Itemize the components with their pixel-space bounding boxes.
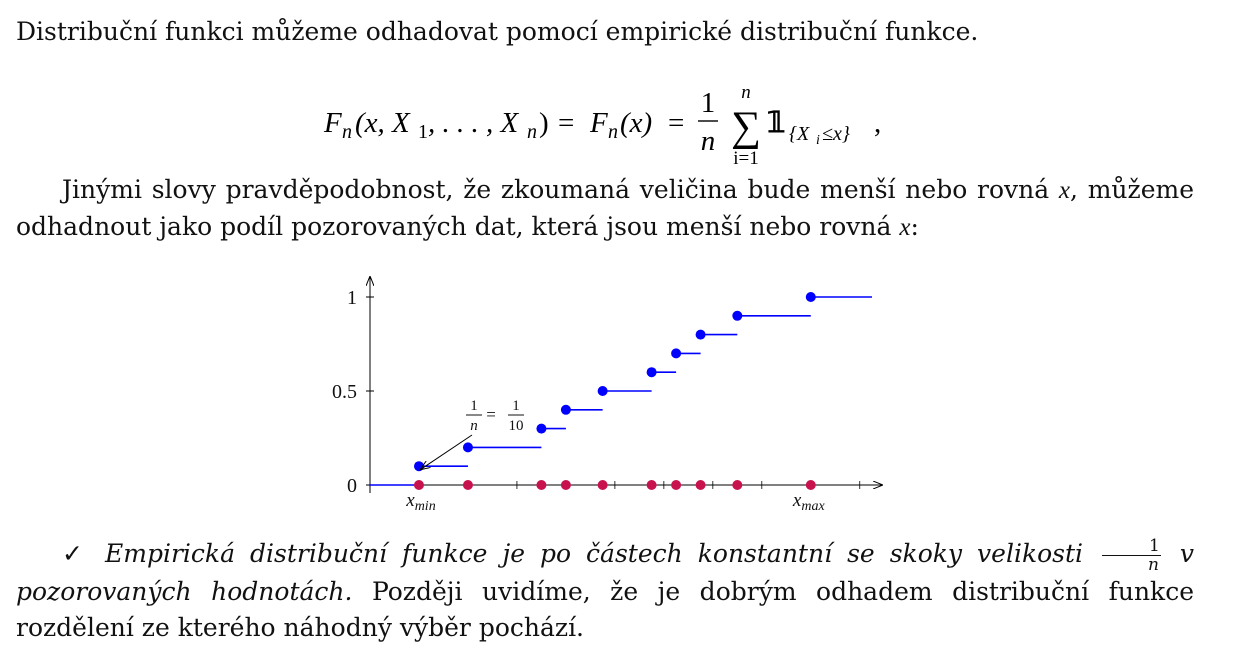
y-tick-label: 0.5 — [332, 381, 357, 403]
remark-italic-part2: v pozorovaných hodnotách. — [16, 539, 1194, 606]
formula-eq1: = — [558, 107, 575, 139]
observation-point — [696, 480, 706, 490]
formula-lhs-func: F — [324, 107, 342, 139]
y-tick-label: 1 — [347, 287, 357, 309]
observation-point — [414, 480, 424, 490]
ecdf-chart — [300, 270, 900, 515]
annotation-rhs-num: 1 — [512, 398, 520, 414]
y-tick-label: 0 — [347, 475, 357, 497]
formula-arg-subn: n — [527, 121, 537, 143]
chart-step-segments — [370, 297, 872, 485]
annotation-lhs-den: n — [470, 418, 478, 434]
annotation-arrow — [421, 435, 472, 469]
formula-frac-den: n — [700, 125, 716, 157]
x-max-label: $x_{max}$ — [792, 490, 825, 514]
jump-point — [647, 367, 657, 377]
formula-sum-top: n — [741, 84, 751, 103]
jump-point — [671, 348, 681, 358]
formula-indicator: 𝟙 — [767, 107, 786, 139]
observation-point — [806, 480, 816, 490]
annotation-eq: = — [486, 405, 496, 424]
observation-point — [536, 480, 546, 490]
x-min-label: $x_{min}$ — [406, 490, 436, 514]
formula-frac-num: 1 — [700, 87, 716, 119]
explanation-var-x1: x — [1058, 177, 1071, 204]
jump-point — [598, 386, 608, 396]
explanation-part2: , můžeme odhadnout jako podíl pozorovaných dat, která jsou menší nebo rovná — [16, 175, 1194, 241]
check-icon: ✓ — [62, 539, 91, 568]
formula-arg-dots: , . . . , X — [428, 107, 519, 139]
formula-mid-sub: n — [608, 121, 618, 143]
explanation-part1: Jinými slovy pravděpodobnost, že zkoumaná veličina bude menší nebo rovná — [62, 175, 1059, 204]
annotation-rhs-den: 10 — [508, 418, 524, 434]
jump-point — [696, 330, 706, 340]
observation-point — [463, 480, 473, 490]
jump-point — [463, 442, 473, 452]
observation-point — [647, 480, 657, 490]
remark-frac-num: 1 — [1102, 537, 1161, 556]
formula-indicator-sub: {X — [789, 123, 810, 145]
observation-point — [561, 480, 571, 490]
remark-paragraph — [16, 536, 1194, 646]
chart-labels — [405, 398, 825, 514]
formula-indicator-sub-i: i — [816, 133, 820, 148]
explanation-paragraph — [16, 172, 1194, 246]
formula-sum-symbol: ∑ — [731, 104, 761, 150]
remark-normal-part: Později uvidíme, že je dobrým odhadem distribuční funkce rozdělení ze kterého náhodný výběr pochází. — [16, 577, 1194, 642]
formula-sum-bottom: i=1 — [733, 148, 759, 168]
jump-point — [561, 405, 571, 415]
formula-indicator-sub-rest: ≤x} — [822, 123, 850, 145]
remark-fraction — [1102, 537, 1161, 574]
formula-lhs-sub: n — [342, 121, 352, 143]
formula-eq2: = — [668, 107, 685, 139]
annotation-lhs-num: 1 — [470, 398, 478, 414]
jump-point — [414, 461, 424, 471]
explanation-var-x2: x — [899, 214, 911, 241]
formula-close: ) — [539, 107, 549, 139]
chart-jump-points — [414, 292, 816, 471]
observation-point — [732, 480, 742, 490]
explanation-part3: : — [910, 212, 919, 241]
observation-point — [671, 480, 681, 490]
jump-point — [806, 292, 816, 302]
formula-mid-func: F — [590, 107, 608, 139]
jump-point — [732, 311, 742, 321]
intro-paragraph: Distribuční funkci můžeme odhadovat pomocí empirické distribuční funkce. — [16, 17, 979, 46]
remark-frac-den: n — [1148, 555, 1159, 575]
formula-mid-args: (x) — [620, 107, 653, 139]
observation-point — [598, 480, 608, 490]
formula-arg-sub1: 1 — [418, 121, 428, 143]
remark-italic-part1: Empirická distribuční funkce je po částech konstantní se skoky velikosti — [105, 539, 1099, 568]
formula-trail: , — [874, 107, 882, 139]
formula-args: (x, X — [355, 107, 410, 139]
ecdf-formula — [320, 84, 900, 168]
jump-point — [536, 424, 546, 434]
